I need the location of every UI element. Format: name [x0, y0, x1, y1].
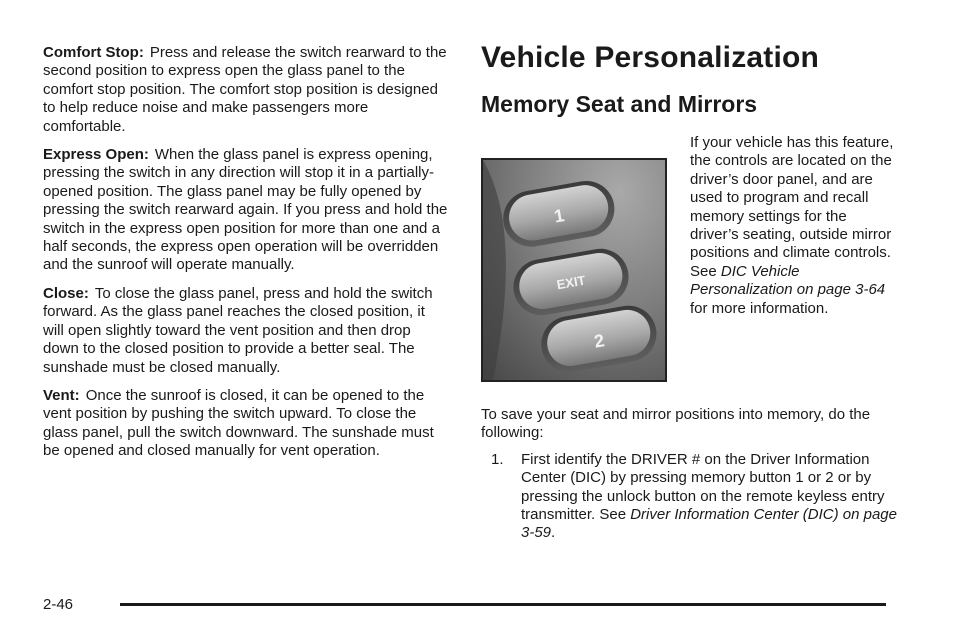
term-express-open: Express Open:	[43, 146, 149, 164]
term-close: Close:	[43, 284, 89, 302]
svg-text:2: 2	[592, 330, 606, 352]
paragraph-comfort-stop	[43, 44, 448, 136]
text-vent: Once the sunroof is closed, it can be opened to the vent position by pushing the switch upward. To close the glass panel, pull the switch downward. The sunshade must be opened and closed manually for vent operation.	[43, 386, 434, 460]
paragraph-vent	[43, 387, 448, 461]
memory-description	[690, 134, 895, 318]
term-vent: Vent:	[43, 386, 80, 404]
step-item	[481, 451, 901, 543]
paragraph-express-open	[43, 146, 448, 275]
footer-rule	[120, 603, 886, 606]
left-column	[43, 44, 448, 471]
memory-buttons-illustration	[483, 160, 665, 380]
step-number: 1.	[491, 450, 504, 468]
section-heading: Vehicle Personalization	[481, 41, 820, 74]
right-column	[481, 40, 901, 543]
figure-row	[481, 134, 901, 366]
text-comfort-stop: Press and release the switch rearward to the second position to express open the glass panel to the comfort stop position. The comfort stop position is designed to help reduce noise and make passengers more comfortable.	[43, 44, 447, 135]
page-number: 2-46	[43, 596, 74, 613]
dic-vehicle-personalization-ref: DIC Vehicle Personalization on page 3-64	[690, 262, 886, 299]
memory-buttons-photo	[481, 158, 667, 382]
dic-ref: Driver Information Center (DIC) on page 3-59	[521, 506, 897, 542]
memory-description-text: If your vehicle has this feature, the controls are located on the driver’s door panel, and are used to program and recall memory settings for the driver’s seating, outside mirror positions and climate controls. See	[690, 134, 894, 280]
text-express-open: When the glass panel is express opening, pressing the switch in any direction will stop it in a partially-opened position. The glass panel may be fully opened by pressing the switch rearward again. If you press and hold the switch in the express open position for more than one and a half seconds, the express open operation will be overridden and the sunroof will operate manually.	[43, 146, 448, 274]
step-text: First identify the DRIVER # on the Driver Information Center (DIC) by pressing memory button 1 or 2 or by pressing the unlock button on the remote keyless entry transmitter. See	[521, 450, 885, 524]
subsection-heading: Memory Seat and Mirrors	[481, 91, 758, 117]
memory-intro: To save your seat and mirror positions into memory, do the following:	[481, 406, 871, 442]
svg-text:1: 1	[552, 205, 566, 227]
memory-steps	[481, 451, 901, 543]
paragraph-close	[43, 285, 448, 377]
step-tail: .	[551, 524, 556, 542]
term-comfort-stop: Comfort Stop:	[43, 44, 144, 61]
text-close: To close the glass panel, press and hold the switch forward. As the glass panel reaches the closed position, it will open slightly toward the vent position and then drop down to the closed position to provide a better seal. The sunshade must be closed manually.	[43, 284, 433, 376]
memory-description-tail: for more information.	[690, 299, 829, 317]
svg-text:EXIT: EXIT	[555, 272, 587, 293]
